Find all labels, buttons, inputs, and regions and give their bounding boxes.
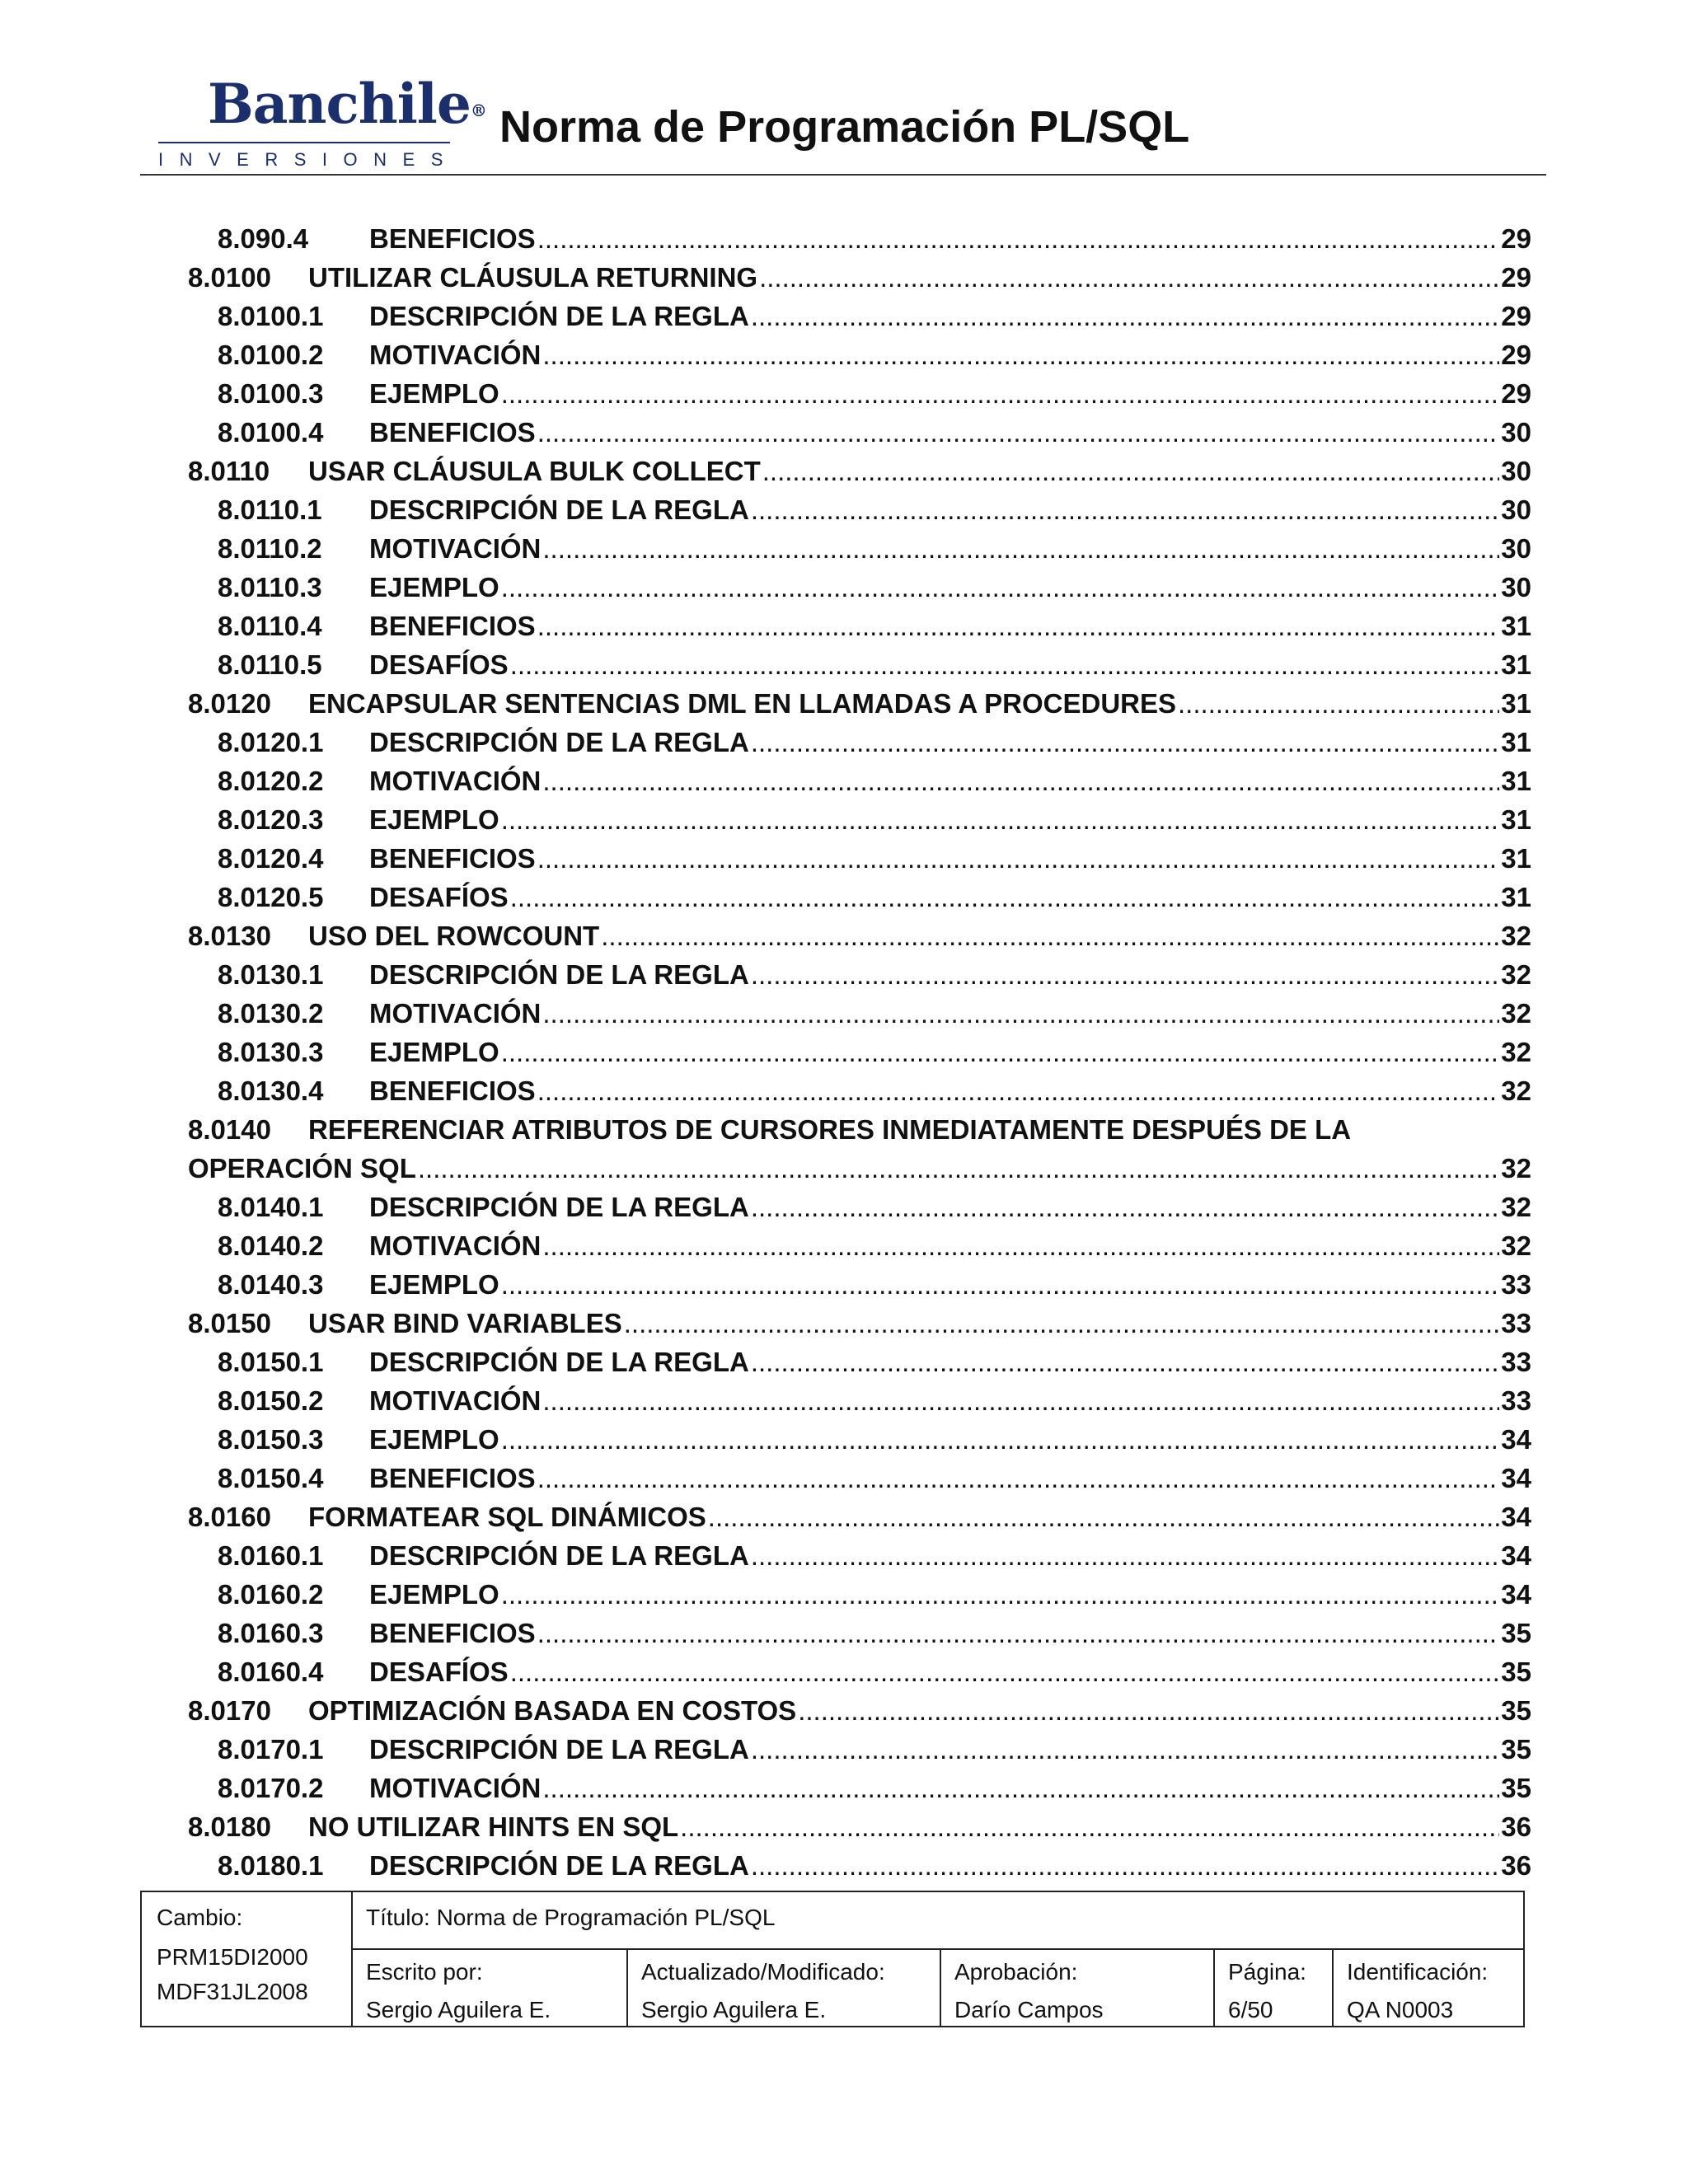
toc-entry-title: EJEMPLO: [369, 804, 499, 835]
toc-entry-title: NO UTILIZAR HINTS EN SQL: [308, 1811, 679, 1842]
toc-dot-leader: [751, 1536, 1499, 1575]
toc-entry-title: DESCRIPCIÓN DE LA REGLA: [369, 1347, 749, 1377]
cambio-label: Cambio:: [157, 1905, 243, 1930]
toc-entry-page: 31: [1501, 611, 1531, 641]
toc-entry-title: DESCRIPCIÓN DE LA REGLA: [369, 301, 749, 331]
toc-entry-title: MOTIVACIÓN: [369, 1230, 542, 1261]
toc-entry-number: 8.0110.4: [218, 611, 322, 641]
toc-dot-leader: [751, 490, 1499, 529]
toc-entry-number: 8.0160.3: [218, 1618, 324, 1648]
toc-entry-page: 34: [1501, 1463, 1531, 1493]
toc-section-entry[interactable]: [188, 1691, 1688, 1730]
toc-entry-title: ENCAPSULAR SENTENCIAS DML EN LLAMADAS A PROCEDURES: [308, 688, 1177, 719]
toc-entry-title: EJEMPLO: [369, 1269, 499, 1300]
toc-dot-leader: [542, 1381, 1499, 1420]
toc-dot-leader: [501, 374, 1500, 413]
toc-entry-number: 8.0120: [188, 688, 271, 719]
toc-entry-title: DESCRIPCIÓN DE LA REGLA: [369, 1850, 749, 1881]
toc-entry-page: 30: [1501, 572, 1531, 602]
toc-subsection-entry[interactable]: [218, 335, 1688, 374]
toc-dot-leader: [501, 800, 1500, 839]
toc-entry-page: 29: [1501, 223, 1531, 254]
toc-entry-page: 32: [1501, 1192, 1531, 1222]
toc-entry-title: BENEFICIOS: [369, 417, 536, 448]
toc-entry-number: 8.0180: [188, 1811, 271, 1842]
toc-entry-title: DESAFÍOS: [369, 1657, 509, 1687]
toc-entry-number: 8.090.4: [218, 223, 309, 254]
toc-entry-number: 8.0160.2: [218, 1579, 324, 1610]
footer-divider: [1213, 1948, 1215, 2026]
toc-dot-leader: [762, 452, 1500, 490]
toc-entry-line: [369, 1536, 1531, 1575]
toc-subsection-entry[interactable]: [218, 994, 1688, 1033]
toc-entry-page: 33: [1501, 1308, 1531, 1338]
identificacion-label: Identificación:: [1347, 1959, 1489, 1985]
toc-entry-line: [369, 1343, 1531, 1381]
toc-entry-page: 33: [1501, 1269, 1531, 1300]
toc-dot-leader: [751, 1730, 1499, 1769]
toc-entry-number: 8.0170.2: [218, 1773, 324, 1803]
toc-entry-page: 33: [1501, 1347, 1531, 1377]
toc-entry-line: [369, 413, 1531, 452]
toc-dot-leader: [601, 916, 1499, 955]
toc-entry-number: 8.0150: [188, 1308, 271, 1338]
document-footer-table: [140, 1891, 1525, 2027]
toc-entry-line: [369, 955, 1531, 994]
toc-entry-title: EJEMPLO: [369, 378, 499, 409]
toc-dot-leader: [501, 1033, 1500, 1071]
toc-subsection-entry[interactable]: [218, 1381, 1688, 1420]
toc-entry-number: 8.0110: [188, 456, 270, 486]
toc-entry-page: 30: [1501, 494, 1531, 525]
toc-subsection-entry[interactable]: [218, 607, 1688, 645]
toc-subsection-entry[interactable]: [218, 1071, 1688, 1110]
toc-entry-line: [369, 839, 1531, 878]
toc-entry-page: 34: [1501, 1424, 1531, 1455]
logo-subtitle: INVERSIONES: [158, 149, 459, 170]
toc-entry-title: BENEFICIOS: [369, 223, 536, 254]
toc-dot-leader: [537, 1614, 1500, 1652]
toc-entry-title: BENEFICIOS: [369, 1076, 536, 1106]
toc-entry-number: 8.0130.4: [218, 1076, 324, 1106]
toc-subsection-entry[interactable]: [218, 839, 1688, 878]
toc-entry-line: [308, 1807, 1531, 1846]
toc-entry-number: 8.0100: [188, 262, 271, 293]
toc-entry-number: 8.0140.1: [218, 1192, 324, 1222]
banchile-logo: [158, 72, 486, 171]
toc-entry-number: 8.0100.3: [218, 378, 324, 409]
toc-entry-line: [308, 684, 1531, 723]
toc-section-entry[interactable]: [188, 1807, 1688, 1846]
toc-entry-number: 8.0140.3: [218, 1269, 324, 1300]
toc-subsection-entry[interactable]: [218, 1769, 1688, 1807]
toc-subsection-entry[interactable]: [218, 219, 1688, 258]
pagina-value: 6/50: [1228, 1997, 1273, 2022]
actualizado-value: Sergio Aguilera E.: [641, 1997, 827, 2022]
toc-subsection-entry[interactable]: [218, 1846, 1688, 1885]
toc-entry-title: FORMATEAR SQL DINÁMICOS: [308, 1502, 706, 1532]
toc-entry-line: [369, 994, 1531, 1033]
toc-entry-number: 8.0120.5: [218, 882, 324, 912]
toc-entry-page: 31: [1501, 882, 1531, 912]
cambio-code-1: PRM15DI2000: [157, 1944, 308, 1970]
toc-entry-line: [369, 607, 1531, 645]
toc-entry-line: [369, 645, 1531, 684]
toc-entry-line: [369, 1575, 1531, 1614]
toc-dot-leader: [751, 297, 1499, 335]
toc-section-entry[interactable]: [188, 1304, 1688, 1343]
toc-entry-line: [188, 1149, 1531, 1188]
toc-subsection-entry[interactable]: [218, 1265, 1688, 1304]
toc-subsection-entry[interactable]: [218, 529, 1688, 568]
toc-entry-title: MOTIVACIÓN: [369, 1773, 542, 1803]
identificacion-value: QA N0003: [1347, 1997, 1454, 2022]
toc-entry-title: BENEFICIOS: [369, 1463, 536, 1493]
toc-entry-title: DESAFÍOS: [369, 649, 509, 680]
toc-entry-line: [308, 258, 1531, 297]
toc-subsection-entry[interactable]: [218, 762, 1688, 800]
toc-subsection-entry[interactable]: [218, 1459, 1688, 1497]
toc-entry-line: [369, 1381, 1531, 1420]
toc-entry-line: [369, 723, 1531, 762]
toc-entry-title: EJEMPLO: [369, 1424, 499, 1455]
toc-entry-number: 8.0120.1: [218, 727, 324, 757]
toc-entry-number: 8.0130.1: [218, 959, 324, 990]
footer-divider: [626, 1948, 628, 2026]
toc-entry-line: [308, 452, 1531, 490]
toc-entry-line: [369, 1614, 1531, 1652]
toc-dot-leader: [501, 1420, 1500, 1459]
toc-entry-title: DESCRIPCIÓN DE LA REGLA: [369, 1540, 749, 1571]
toc-entry-title-continuation: OPERACIÓN SQL: [188, 1153, 416, 1183]
toc-subsection-entry[interactable]: [218, 1614, 1688, 1652]
toc-entry-line: [369, 568, 1531, 607]
toc-section-entry[interactable]: [188, 1110, 1688, 1149]
toc-entry-page: 35: [1501, 1618, 1531, 1648]
toc-dot-leader: [759, 258, 1499, 297]
toc-section-entry[interactable]: [188, 258, 1688, 297]
toc-entry-number: 8.0110.1: [218, 494, 322, 525]
toc-entry-number: 8.0130.2: [218, 998, 324, 1029]
toc-entry-line: [369, 490, 1531, 529]
footer-divider: [351, 1948, 1525, 1950]
toc-dot-leader: [510, 645, 1500, 684]
toc-entry-page: 32: [1501, 1153, 1531, 1183]
toc-entry-line: [369, 1071, 1531, 1110]
toc-entry-line: [369, 297, 1531, 335]
toc-entry-page: 34: [1501, 1502, 1531, 1532]
toc-entry-line: [369, 374, 1531, 413]
toc-section-entry-continuation[interactable]: [188, 1149, 1688, 1188]
toc-entry-line: [369, 1188, 1531, 1226]
cambio-code-2: MDF31JL2008: [157, 1979, 308, 2004]
toc-entry-page: 35: [1501, 1773, 1531, 1803]
aprobacion-value: Darío Campos: [954, 1997, 1104, 2022]
toc-entry-page: 34: [1501, 1540, 1531, 1571]
toc-dot-leader: [537, 219, 1500, 258]
toc-entry-number: 8.0170: [188, 1695, 271, 1726]
toc-entry-page: 31: [1501, 843, 1531, 874]
toc-entry-title: DESCRIPCIÓN DE LA REGLA: [369, 494, 749, 525]
toc-dot-leader: [542, 1769, 1499, 1807]
toc-dot-leader: [542, 1226, 1499, 1265]
toc-entry-line: [369, 1652, 1531, 1691]
toc-entry-number: 8.0100.2: [218, 340, 324, 370]
toc-entry-line: [308, 916, 1531, 955]
toc-entry-line: [308, 1110, 1351, 1149]
toc-entry-number: 8.0110.5: [218, 649, 322, 680]
toc-entry-line: [308, 1691, 1531, 1730]
footer-title: Título: Norma de Programación PL/SQL: [366, 1905, 776, 1930]
escrito-value: Sergio Aguilera E.: [366, 1997, 551, 2022]
registered-mark: ®: [470, 101, 486, 120]
toc-entry-title: EJEMPLO: [369, 1037, 499, 1067]
toc-subsection-entry[interactable]: [218, 800, 1688, 839]
toc-entry-page: 31: [1501, 727, 1531, 757]
toc-section-entry[interactable]: [188, 916, 1688, 955]
footer-divider: [1332, 1948, 1334, 2026]
toc-entry-number: 8.0120.2: [218, 766, 324, 796]
toc-entry-line: [369, 1033, 1531, 1071]
toc-entry-page: 32: [1501, 1076, 1531, 1106]
toc-subsection-entry[interactable]: [218, 1188, 1688, 1226]
toc-section-entry[interactable]: [188, 452, 1688, 490]
toc-dot-leader: [510, 878, 1500, 916]
toc-entry-title: DESCRIPCIÓN DE LA REGLA: [369, 1192, 749, 1222]
toc-dot-leader: [537, 607, 1500, 645]
toc-dot-leader: [751, 1343, 1499, 1381]
toc-entry-number: 8.0170.1: [218, 1734, 324, 1765]
toc-entry-page: 35: [1501, 1657, 1531, 1687]
toc-entry-page: 29: [1501, 262, 1531, 293]
header-divider: [140, 174, 1546, 176]
toc-entry-title: USAR CLÁUSULA BULK COLLECT: [308, 456, 761, 486]
toc-entry-number: 8.0120.3: [218, 804, 324, 835]
actualizado-label: Actualizado/Modificado:: [641, 1959, 885, 1985]
toc-entry-number: 8.0110.2: [218, 533, 322, 564]
toc-subsection-entry[interactable]: [218, 413, 1688, 452]
aprobacion-label: Aprobación:: [954, 1959, 1078, 1985]
toc-entry-line: [369, 1459, 1531, 1497]
toc-dot-leader: [751, 1846, 1499, 1885]
toc-dot-leader: [751, 1188, 1499, 1226]
toc-entry-title: REFERENCIAR ATRIBUTOS DE CURSORES INMEDIATAMENTE DESPUÉS DE LA: [308, 1114, 1352, 1145]
toc-entry-title: EJEMPLO: [369, 572, 499, 602]
table-of-contents: [0, 219, 1688, 1885]
toc-dot-leader: [751, 723, 1499, 762]
toc-entry-number: 8.0140: [188, 1114, 271, 1145]
toc-subsection-entry[interactable]: [218, 297, 1688, 335]
toc-entry-line: [369, 335, 1531, 374]
toc-entry-number: 8.0130.3: [218, 1037, 324, 1067]
escrito-label: Escrito por:: [366, 1959, 483, 1985]
footer-divider: [351, 1892, 353, 2026]
toc-entry-page: 36: [1501, 1811, 1531, 1842]
toc-entry-page: 30: [1501, 456, 1531, 486]
toc-entry-number: 8.0150.2: [218, 1385, 324, 1416]
toc-entry-number: 8.0110.3: [218, 572, 322, 602]
toc-entry-page: 33: [1501, 1385, 1531, 1416]
footer-divider: [940, 1948, 941, 2026]
page-title: Norma de Programación PL/SQL: [499, 102, 1190, 152]
toc-entry-number: 8.0160.4: [218, 1657, 324, 1687]
toc-entry-line: [369, 1265, 1531, 1304]
toc-dot-leader: [542, 994, 1499, 1033]
toc-entry-line: [369, 1730, 1531, 1769]
toc-entry-number: 8.0130: [188, 921, 271, 951]
toc-entry-page: 30: [1501, 417, 1531, 448]
toc-subsection-entry[interactable]: [218, 1575, 1688, 1614]
toc-entry-title: BENEFICIOS: [369, 843, 536, 874]
pagina-label: Página:: [1228, 1959, 1306, 1985]
toc-entry-page: 32: [1501, 1037, 1531, 1067]
toc-dot-leader: [680, 1807, 1499, 1846]
toc-entry-line: [369, 1769, 1531, 1807]
toc-entry-number: 8.0140.2: [218, 1230, 324, 1261]
toc-entry-line: [308, 1497, 1531, 1536]
toc-entry-title: MOTIVACIÓN: [369, 766, 542, 796]
toc-subsection-entry[interactable]: [218, 490, 1688, 529]
toc-entry-title: DESCRIPCIÓN DE LA REGLA: [369, 1734, 749, 1765]
toc-entry-line: [369, 762, 1531, 800]
toc-entry-title: USO DEL ROWCOUNT: [308, 921, 600, 951]
toc-entry-number: 8.0120.4: [218, 843, 324, 874]
toc-entry-page: 32: [1501, 921, 1531, 951]
toc-subsection-entry[interactable]: [218, 568, 1688, 607]
toc-dot-leader: [501, 568, 1500, 607]
toc-dot-leader: [542, 762, 1499, 800]
toc-dot-leader: [624, 1304, 1500, 1343]
toc-entry-number: 8.0180.1: [218, 1850, 324, 1881]
toc-entry-page: 34: [1501, 1579, 1531, 1610]
toc-subsection-entry[interactable]: [218, 1536, 1688, 1575]
toc-entry-title: DESCRIPCIÓN DE LA REGLA: [369, 959, 749, 990]
toc-entry-page: 32: [1501, 998, 1531, 1029]
toc-entry-title: DESCRIPCIÓN DE LA REGLA: [369, 727, 749, 757]
toc-entry-number: 8.0150.1: [218, 1347, 324, 1377]
toc-subsection-entry[interactable]: [218, 1730, 1688, 1769]
logo-rule: [158, 142, 450, 143]
toc-subsection-entry[interactable]: [218, 723, 1688, 762]
toc-subsection-entry[interactable]: [218, 878, 1688, 916]
toc-entry-line: [369, 878, 1531, 916]
toc-dot-leader: [708, 1497, 1500, 1536]
toc-entry-number: 8.0160: [188, 1502, 271, 1532]
toc-entry-number: 8.0100.4: [218, 417, 324, 448]
toc-entry-page: 31: [1501, 804, 1531, 835]
toc-entry-line: [369, 1226, 1531, 1265]
toc-subsection-entry[interactable]: [218, 1652, 1688, 1691]
toc-dot-leader: [542, 335, 1499, 374]
toc-entry-page: 29: [1501, 340, 1531, 370]
toc-dot-leader: [751, 955, 1499, 994]
toc-dot-leader: [510, 1652, 1500, 1691]
toc-dot-leader: [537, 1071, 1500, 1110]
toc-entry-line: [369, 529, 1531, 568]
toc-entry-page: 29: [1501, 301, 1531, 331]
toc-entry-page: 36: [1501, 1850, 1531, 1881]
toc-dot-leader: [537, 1459, 1500, 1497]
toc-entry-line: [369, 800, 1531, 839]
toc-entry-page: 32: [1501, 959, 1531, 990]
toc-entry-line: [369, 1846, 1531, 1885]
toc-dot-leader: [1178, 684, 1499, 723]
toc-entry-line: [369, 219, 1531, 258]
toc-entry-page: 31: [1501, 649, 1531, 680]
toc-section-entry[interactable]: [188, 684, 1688, 723]
toc-entry-number: 8.0150.4: [218, 1463, 324, 1493]
toc-entry-number: 8.0100.1: [218, 301, 324, 331]
toc-entry-page: 31: [1501, 688, 1531, 719]
toc-dot-leader: [542, 529, 1499, 568]
toc-subsection-entry[interactable]: [218, 374, 1688, 413]
toc-entry-title: BENEFICIOS: [369, 611, 536, 641]
toc-dot-leader: [418, 1149, 1499, 1188]
toc-dot-leader: [501, 1575, 1500, 1614]
toc-section-entry[interactable]: [188, 1497, 1688, 1536]
toc-entry-line: [308, 1304, 1531, 1343]
toc-entry-page: 29: [1501, 378, 1531, 409]
toc-dot-leader: [537, 413, 1500, 452]
toc-entry-title: MOTIVACIÓN: [369, 340, 542, 370]
toc-entry-line: [369, 1420, 1531, 1459]
toc-entry-title: UTILIZAR CLÁUSULA RETURNING: [308, 262, 758, 293]
toc-entry-page: 30: [1501, 533, 1531, 564]
toc-entry-page: 35: [1501, 1695, 1531, 1726]
toc-dot-leader: [501, 1265, 1500, 1304]
toc-entry-page: 31: [1501, 766, 1531, 796]
toc-entry-title: OPTIMIZACIÓN BASADA EN COSTOS: [308, 1695, 797, 1726]
toc-entry-title: EJEMPLO: [369, 1579, 499, 1610]
toc-subsection-entry[interactable]: [218, 1343, 1688, 1381]
toc-subsection-entry[interactable]: [218, 645, 1688, 684]
toc-subsection-entry[interactable]: [218, 955, 1688, 994]
toc-entry-title: BENEFICIOS: [369, 1618, 536, 1648]
toc-subsection-entry[interactable]: [218, 1226, 1688, 1265]
toc-dot-leader: [798, 1691, 1499, 1730]
toc-entry-title: DESAFÍOS: [369, 882, 509, 912]
toc-entry-title: USAR BIND VARIABLES: [308, 1308, 622, 1338]
toc-subsection-entry[interactable]: [218, 1420, 1688, 1459]
toc-subsection-entry[interactable]: [218, 1033, 1688, 1071]
toc-entry-page: 32: [1501, 1230, 1531, 1261]
toc-entry-title: MOTIVACIÓN: [369, 533, 542, 564]
logo-brand: Banchile®: [208, 72, 486, 136]
toc-entry-title: MOTIVACIÓN: [369, 1385, 542, 1416]
toc-entry-number: 8.0160.1: [218, 1540, 324, 1571]
toc-dot-leader: [537, 839, 1500, 878]
toc-entry-page: 35: [1501, 1734, 1531, 1765]
toc-entry-number: 8.0150.3: [218, 1424, 324, 1455]
toc-entry-title: MOTIVACIÓN: [369, 998, 542, 1029]
